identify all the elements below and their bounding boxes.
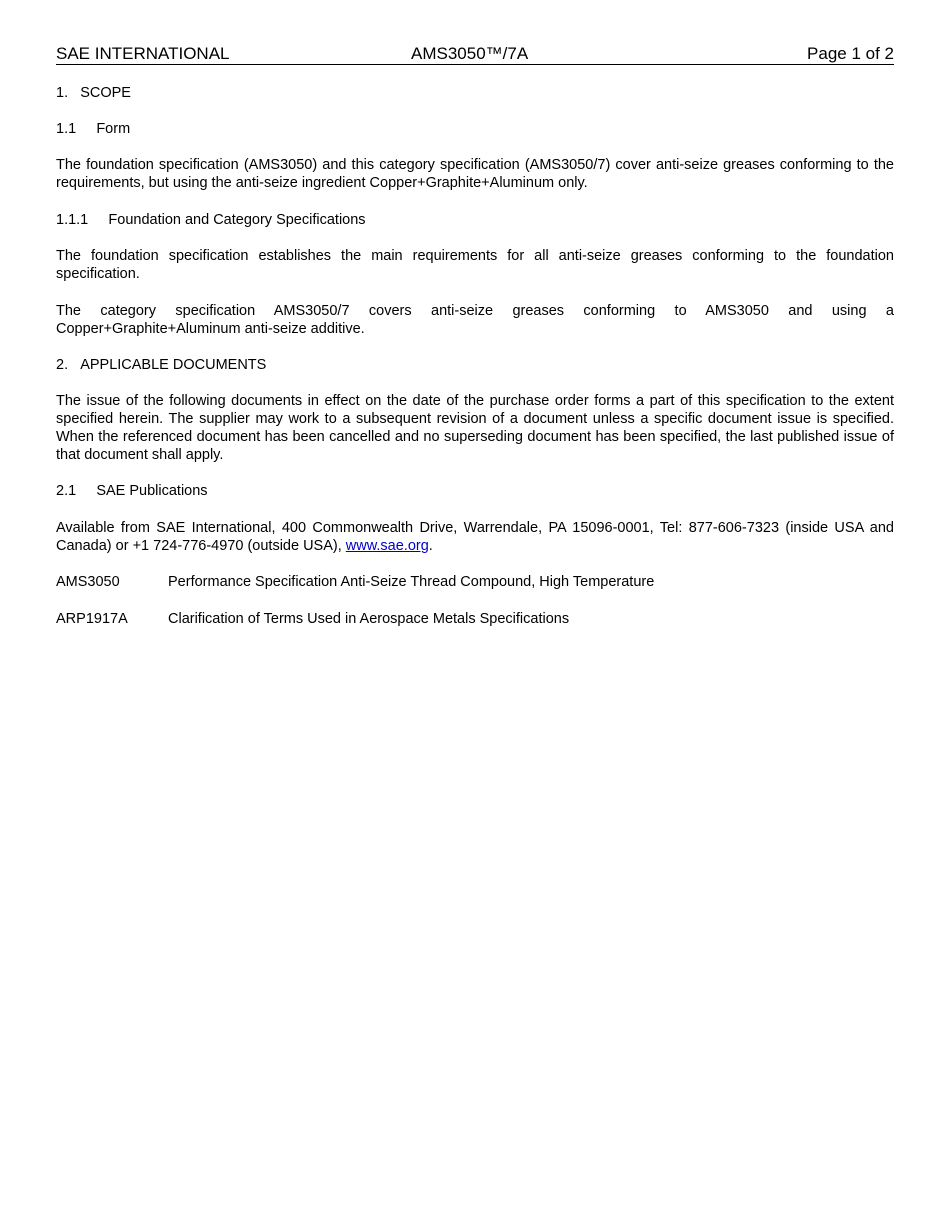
paragraph-1-1-1-a: The foundation specification establishes the main requirements for all anti-seize greases conforming to the foundation specification. [56, 248, 894, 282]
section-title: Foundation and Category Specifications [108, 212, 366, 228]
section-number: 2.1 [56, 483, 77, 499]
paragraph-1-1: The foundation specification (AMS3050) and this category specification (AMS3050/7) cover anti-seize greases conforming to the requirements, but using the anti-seize ingredient Copper+Graphite+Aluminum only. [56, 157, 894, 191]
section-number: 1.1.1 [56, 212, 89, 228]
header-organization: SAE INTERNATIONAL [56, 44, 230, 63]
section-title: SCOPE [80, 85, 131, 101]
section-2-heading [56, 356, 894, 374]
page-header [56, 44, 894, 65]
reference-code: AMS3050 [56, 574, 120, 590]
section-title: APPLICABLE DOCUMENTS [80, 357, 267, 373]
reference-title: Clarification of Terms Used in Aerospace Metals Specifications [168, 611, 570, 627]
reference-code: ARP1917A [56, 611, 128, 627]
header-document-id: AMS3050™/7A [411, 44, 529, 63]
section-title: SAE Publications [96, 483, 208, 499]
section-1-1-1-heading [56, 211, 894, 229]
section-1-heading [56, 84, 894, 102]
paragraph-end: . [428, 538, 433, 554]
section-2-1-heading [56, 482, 894, 500]
paragraph-2-1 [56, 519, 894, 555]
sae-website-link[interactable]: www.sae.org [345, 538, 429, 554]
section-number: 2. [56, 357, 69, 373]
section-number: 1.1 [56, 121, 77, 137]
paragraph-text: Available from SAE International, 400 Commonwealth Drive, Warrendale, PA 15096-0001, Tel: 877-606-7323 (inside USA and Canada) or +1 724-776-4970 (outside USA), [56, 520, 894, 554]
reference-title: Performance Specification Anti-Seize Thread Compound, High Temperature [168, 574, 655, 590]
section-number: 1. [56, 85, 69, 101]
header-page-number: Page 1 of 2 [807, 44, 894, 63]
paragraph-2: The issue of the following documents in effect on the date of the purchase order forms a part of this specification to the extent specified herein. The supplier may work to a subsequent revision of a document unless a specific document issue is specified. When the referenced document has been cancelled and no superseding document has been specified, the last published issue of that document shall apply. [56, 393, 894, 463]
section-1-1-heading [56, 120, 894, 138]
section-title: Form [96, 121, 131, 137]
paragraph-1-1-1-b: The category specification AMS3050/7 covers anti-seize greases conforming to AMS3050 and using a Copper+Graphite+Aluminum anti-seize additive. [56, 303, 894, 337]
